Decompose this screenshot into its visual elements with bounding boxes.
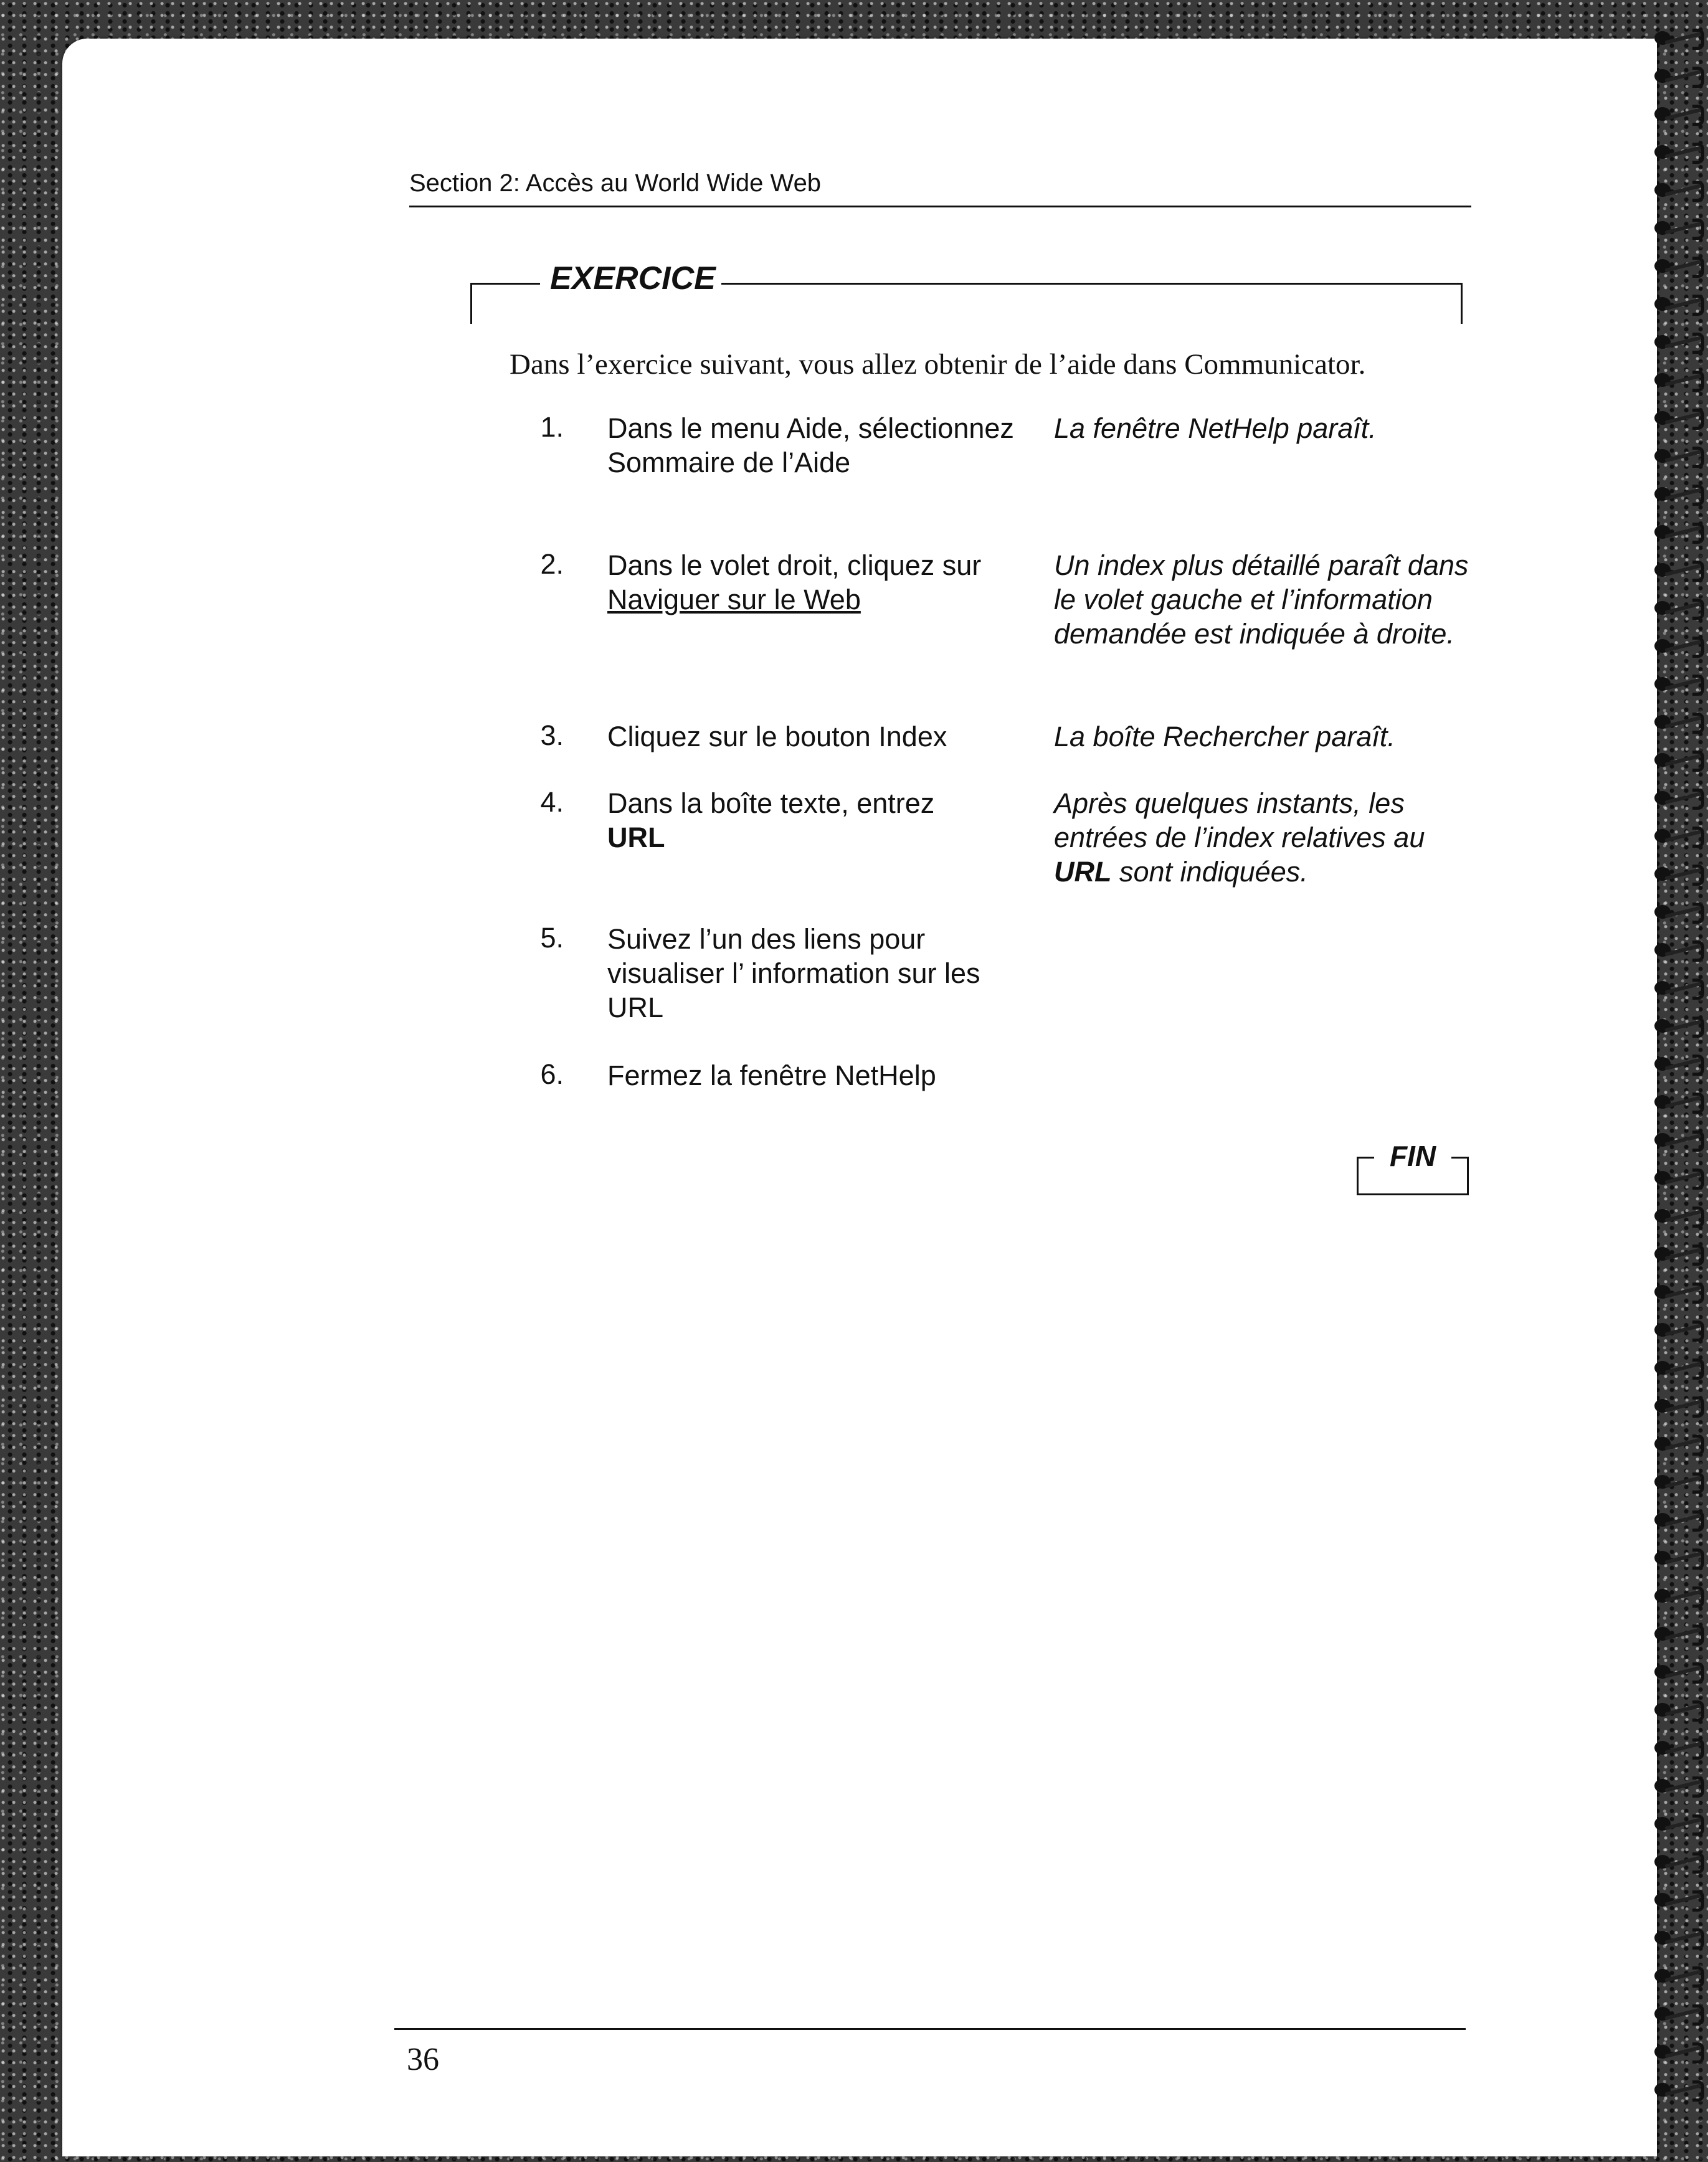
binding-hook (1692, 1207, 1704, 1228)
end-marker-frame (1357, 1157, 1374, 1159)
binding-hook (1692, 1131, 1704, 1152)
binding-hook (1692, 751, 1704, 772)
binding-hook (1692, 675, 1704, 696)
binding-hook (1692, 1814, 1704, 1836)
step-result-text: sont indiquées. (1119, 856, 1308, 888)
binding-coil (1654, 1355, 1704, 1378)
binding-coil (1654, 367, 1704, 391)
binding-coil (1654, 709, 1704, 733)
binding-coil (1654, 747, 1704, 770)
binding-hook (1692, 1510, 1704, 1532)
binding-coil (1654, 633, 1704, 657)
binding-hook (1692, 485, 1704, 506)
binding-coil (1654, 63, 1704, 87)
binding-coil (1654, 481, 1704, 505)
binding-coil (1654, 1887, 1704, 1910)
binding-hook (1692, 561, 1704, 582)
binding-hook (1692, 713, 1704, 734)
binding-hook (1692, 333, 1704, 354)
binding-coil (1654, 253, 1704, 277)
footer-rule (394, 2028, 1466, 2030)
step-action: Fermez la fenêtre NetHelp (607, 1060, 936, 1091)
binding-coil (1654, 899, 1704, 922)
exercise-frame-top-right (721, 283, 1463, 285)
binding-coil (1654, 291, 1704, 315)
exercise-frame-right (1461, 283, 1463, 324)
step-action-keyword: URL (607, 822, 665, 853)
binding-coil (1654, 215, 1704, 239)
binding-hook (1692, 1586, 1704, 1608)
binding-coil (1654, 671, 1704, 695)
binding-hook (1692, 941, 1704, 962)
binding-coil (1654, 595, 1704, 619)
binding-coil (1654, 1925, 1704, 1948)
binding-hook (1692, 1890, 1704, 1912)
binding-hook (1692, 1472, 1704, 1494)
binding-hook (1692, 1624, 1704, 1646)
step-result-text: Après quelques instants, les entrées de l’index relatives au (1054, 787, 1425, 853)
running-header: Section 2: Accès au World Wide Web (409, 169, 822, 197)
binding-hook (1692, 143, 1704, 164)
binding-hook (1692, 409, 1704, 430)
binding-hook (1692, 295, 1704, 316)
binding-coil (1654, 1849, 1704, 1872)
binding-coil (1654, 519, 1704, 543)
binding-coil (1654, 2001, 1704, 2024)
end-marker-frame (1357, 1157, 1359, 1195)
binding-hook (1692, 1396, 1704, 1418)
binding-hook (1692, 599, 1704, 620)
binding-coil (1654, 975, 1704, 998)
binding-hook (1692, 1700, 1704, 1722)
binding-hook (1692, 1017, 1704, 1038)
binding-hook (1692, 447, 1704, 468)
step-result-keyword: URL (1054, 856, 1112, 888)
binding-hook (1692, 2042, 1704, 2064)
binding-coil (1654, 1735, 1704, 1758)
binding-hook (1692, 1434, 1704, 1456)
step-number: 5. (540, 922, 564, 954)
binding-coil (1654, 101, 1704, 125)
binding-coil (1654, 1013, 1704, 1036)
document-page (62, 39, 1657, 2156)
binding-coil (1654, 1393, 1704, 1416)
binding-coil (1654, 25, 1704, 49)
step-action (607, 548, 1018, 617)
step-result: La boîte Rechercher paraît. (1054, 721, 1395, 752)
step-action: Suivez l’un des liens pour visualiser l’ information sur les URL (607, 923, 980, 1023)
binding-hook (1692, 865, 1704, 886)
step-result: Un index plus détaillé paraît dans le volet gauche et l’information demandée est indiquée à droite. (1054, 549, 1469, 650)
page-number: 36 (407, 2042, 439, 2077)
binding-coil (1654, 1469, 1704, 1492)
binding-hook (1692, 1548, 1704, 1570)
binding-hook (1692, 1055, 1704, 1076)
binding-coil (1654, 823, 1704, 846)
binding-coil (1654, 1203, 1704, 1226)
end-marker-label: FIN (1389, 1140, 1436, 1172)
binding-coil (1654, 1963, 1704, 1986)
binding-coil (1654, 937, 1704, 960)
binding-coil (1654, 443, 1704, 467)
end-marker-frame (1467, 1157, 1469, 1195)
binding-hook (1692, 371, 1704, 392)
binding-hook (1692, 1283, 1704, 1304)
binding-coil (1654, 1279, 1704, 1302)
step-number: 6. (540, 1058, 564, 1090)
binding-coil (1654, 557, 1704, 581)
binding-hook (1692, 1738, 1704, 1760)
exercise-frame-top-left (470, 283, 540, 285)
step-action-text: Dans le volet droit, cliquez sur (607, 549, 982, 581)
binding-hook (1692, 2004, 1704, 2026)
exercise-intro: Dans l’exercice suivant, vous allez obtenir de l’aide dans Communicator. (510, 348, 1366, 381)
binding-hook (1692, 1966, 1704, 1988)
binding-hook (1692, 1169, 1704, 1190)
step-action-text: Dans la boîte texte, entrez (607, 787, 935, 819)
binding-hook (1692, 1852, 1704, 1874)
binding-coil (1654, 1697, 1704, 1720)
binding-coil (1654, 177, 1704, 201)
step-number: 4. (540, 786, 564, 818)
binding-coil (1654, 2077, 1704, 2100)
step-action (607, 786, 1018, 855)
step-result: La fenêtre NetHelp paraît. (1054, 412, 1377, 444)
binding-hook (1692, 637, 1704, 658)
end-marker-frame (1357, 1193, 1469, 1195)
binding-coil (1654, 1089, 1704, 1112)
binding-hook (1692, 219, 1704, 240)
binding-hook (1692, 1245, 1704, 1266)
step-number: 1. (540, 411, 564, 443)
binding-coil (1654, 405, 1704, 429)
binding-hook (1692, 181, 1704, 202)
binding-coil (1654, 861, 1704, 884)
binding-hook (1692, 1776, 1704, 1798)
binding-coil (1654, 1165, 1704, 1188)
binding-hook (1692, 1662, 1704, 1684)
binding-hook (1692, 105, 1704, 126)
binding-coil (1654, 1621, 1704, 1644)
binding-hook (1692, 1928, 1704, 1950)
binding-coil (1654, 1241, 1704, 1264)
binding-hook (1692, 903, 1704, 924)
step-result (1054, 786, 1490, 889)
binding-coil (1654, 785, 1704, 808)
binding-hook (1692, 827, 1704, 848)
binding-hook (1692, 29, 1704, 50)
binding-hook (1692, 789, 1704, 810)
step-number: 3. (540, 719, 564, 751)
binding-hook (1692, 979, 1704, 1000)
binding-coil (1654, 1507, 1704, 1530)
end-marker-frame (1451, 1157, 1469, 1159)
binding-coil (1654, 329, 1704, 353)
binding-hook (1692, 1093, 1704, 1114)
binding-coil (1654, 1127, 1704, 1150)
binding-coil (1654, 1811, 1704, 1834)
binding-hook (1692, 1358, 1704, 1380)
binding-coil (1654, 1773, 1704, 1796)
exercise-title: EXERCICE (550, 260, 716, 296)
spiral-binding (1652, 25, 1708, 2136)
step-action: Cliquez sur le bouton Index (607, 721, 947, 752)
navigate-web-link[interactable]: Naviguer sur le Web (607, 584, 861, 615)
binding-hook (1692, 523, 1704, 544)
end-marker (1357, 1140, 1469, 1195)
binding-coil (1654, 1317, 1704, 1340)
binding-coil (1654, 1051, 1704, 1074)
binding-hook (1692, 2080, 1704, 2102)
binding-coil (1654, 1431, 1704, 1454)
binding-coil (1654, 2039, 1704, 2062)
binding-coil (1654, 1545, 1704, 1568)
binding-coil (1654, 1659, 1704, 1682)
binding-coil (1654, 1583, 1704, 1606)
binding-hook (1692, 67, 1704, 88)
binding-hook (1692, 1320, 1704, 1342)
exercise-frame-left (470, 283, 472, 324)
header-rule (409, 206, 1471, 207)
step-number: 2. (540, 548, 564, 580)
binding-coil (1654, 139, 1704, 163)
step-action: Dans le menu Aide, sélectionnez Sommaire de l’Aide (607, 412, 1014, 478)
binding-hook (1692, 257, 1704, 278)
